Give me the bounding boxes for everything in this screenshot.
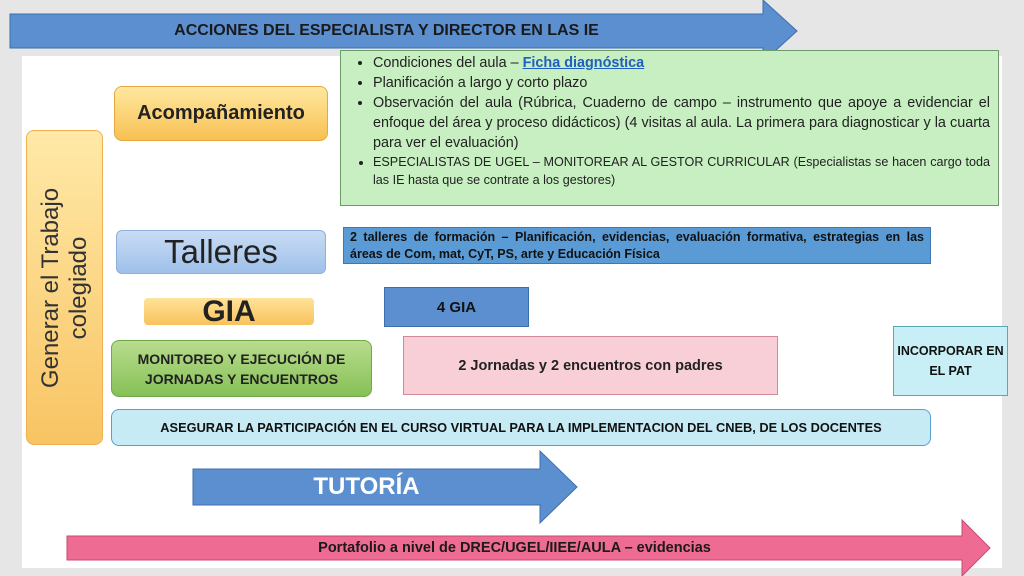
tutoria-label: TUTORÍA xyxy=(313,473,420,500)
monitoreo-box: MONITOREO Y EJECUCIÓN DE JORNADAS Y ENCUENTROS xyxy=(111,340,372,397)
incorporar-pat-box: INCORPORAR EN EL PAT xyxy=(893,326,1008,396)
side-label: Generar el Trabajo colegiado xyxy=(36,187,92,388)
gia-box: GIA xyxy=(144,298,314,325)
jornadas-box: 2 Jornadas y 2 encuentros con padres xyxy=(403,336,778,395)
header-title: ACCIONES DEL ESPECIALISTA Y DIRECTOR EN LAS IE xyxy=(174,22,599,39)
list-item: • ESPECIALISTAS DE UGEL – MONITOREAR AL GESTOR CURRICULAR (Especialistas se hacen cargo toda las IE hasta que se contrate a los gestores) xyxy=(373,153,990,189)
ficha-diagnostica-link[interactable]: Ficha diagnóstica xyxy=(522,55,645,71)
list-item xyxy=(373,53,990,73)
gia-count-box: 4 GIA xyxy=(384,287,529,327)
talleres-box: Talleres xyxy=(116,230,326,274)
list-item: • Observación del aula (Rúbrica, Cuaderno de campo – instrumento que apoye a evidenciar el enfoque del área y proceso didácticos) (4 visitas al aula. La primera para diagnosticar y la cuarta para ver el evaluación) xyxy=(373,93,990,153)
acompanamiento-box: Acompañamiento xyxy=(114,86,328,141)
acompanamiento-notes xyxy=(340,50,999,206)
list-item: • Planificación a largo y corto plazo xyxy=(373,73,990,93)
side-box xyxy=(26,130,103,445)
portafolio-label: Portafolio a nivel de DREC/UGEL/IIEE/AULA – evidencias xyxy=(318,540,711,556)
talleres-description: 2 talleres de formación – Planificación, evidencias, evaluación formativa, estrategias en las áreas de Com, mat, CyT, PS, arte y Educación Física xyxy=(343,227,931,264)
asegurar-box: ASEGURAR LA PARTICIPACIÓN EN EL CURSO VIRTUAL PARA LA IMPLEMENTACION DEL CNEB, DE LOS DOCENTES xyxy=(111,409,931,446)
list-item-text: Condiciones del aula – xyxy=(373,55,523,71)
